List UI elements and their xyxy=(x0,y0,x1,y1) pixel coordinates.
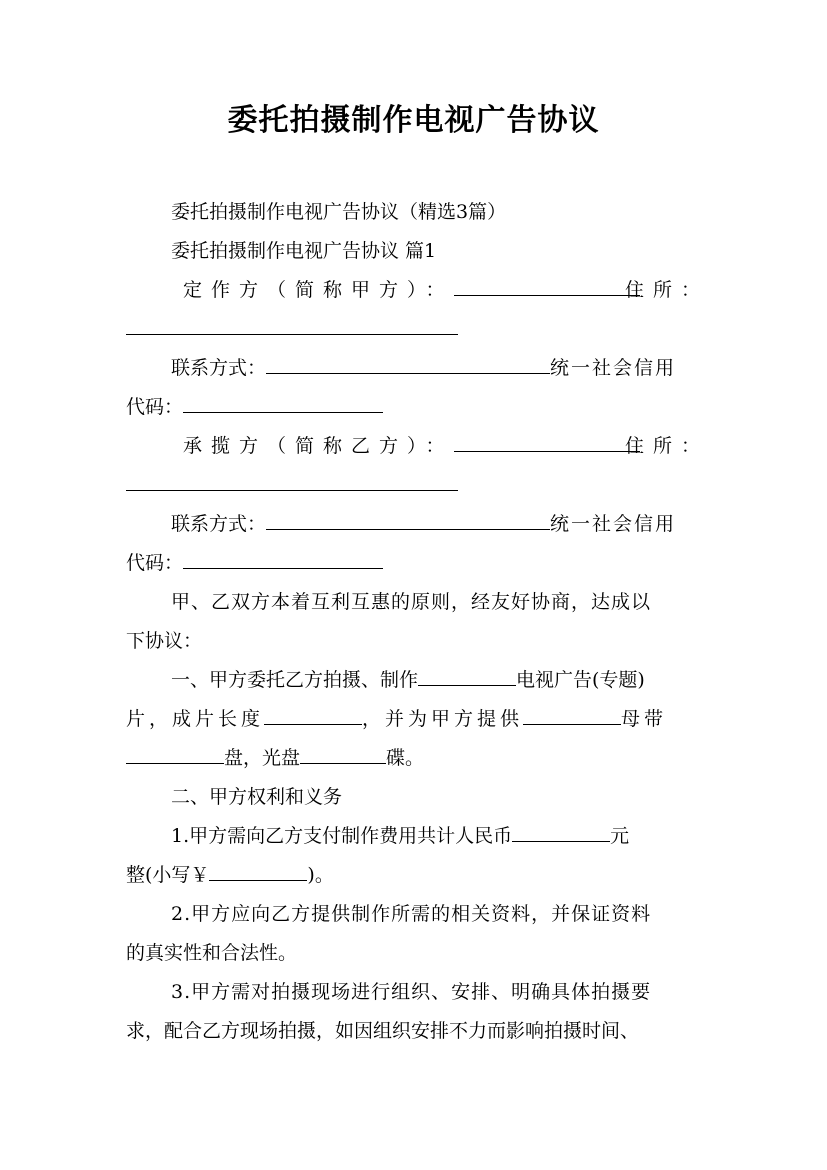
party-a-address-label: 住所： xyxy=(625,279,710,301)
intro-line-2: 下协议： xyxy=(126,630,203,652)
section-2-heading: 二、甲方权利和义务 xyxy=(171,786,343,808)
clause-1-blank-length xyxy=(264,706,362,725)
clause-1-text-d: ，并为甲方提供 xyxy=(362,708,524,730)
party-b-address-label: 住所： xyxy=(625,435,710,457)
party-b-address-line xyxy=(126,472,458,498)
party-b-contact-blank xyxy=(266,511,550,530)
section-heading: 委托拍摄制作电视广告协议 篇1 xyxy=(171,240,437,262)
party-b-contact-line xyxy=(171,511,676,537)
item-2-line-1: 2.甲方应向乙方提供制作所需的相关资料，并保证资料 xyxy=(171,903,652,925)
item-1-blank-amount xyxy=(512,823,610,842)
contact-label: 联系方式： xyxy=(171,357,267,379)
item-1-line-1 xyxy=(171,823,629,849)
intro-line-1: 甲、乙双方本着互利互惠的原则，经友好协商，达成以 xyxy=(171,591,652,613)
clause-1-blank-ad xyxy=(418,667,516,686)
party-a-address-line xyxy=(126,316,458,342)
party-a-code-blank xyxy=(183,394,383,413)
item-1-text-c: 整(小写￥ xyxy=(126,864,210,886)
item-3-line-1: 3.甲方需对拍摄现场进行组织、安排、明确具体拍摄要 xyxy=(171,981,652,1003)
item-1-line-2 xyxy=(126,862,334,888)
clause-1-text-g: 碟。 xyxy=(386,747,425,769)
document-title: 委托拍摄制作电视广告协议 xyxy=(227,103,600,138)
party-b-address-blank xyxy=(126,472,458,491)
item-2-line-2: 的真实性和合法性。 xyxy=(126,942,298,964)
party-b-name-blank xyxy=(454,433,640,452)
party-a-label: 定作方（简称甲方）： xyxy=(183,279,454,301)
credit-code-label: 统一社会信用 xyxy=(550,357,677,379)
party-b-label: 承揽方（简称乙方）： xyxy=(183,435,454,457)
clause-1-text-c: 片，成片长度 xyxy=(126,708,265,730)
clause-1-text-b: 电视广告(专题) xyxy=(516,669,645,691)
party-a-contact-line xyxy=(171,355,676,381)
party-a-name-blank xyxy=(454,277,640,296)
clause-1-blank-discs xyxy=(300,745,386,764)
credit-code-label: 统一社会信用 xyxy=(550,513,677,535)
clause-1-blank-tapes xyxy=(126,745,224,764)
contact-label: 联系方式： xyxy=(171,513,267,535)
clause-1-text-a: 一、甲方委托乙方拍摄、制作 xyxy=(171,669,419,691)
party-a-line xyxy=(183,277,640,303)
party-b-code-blank xyxy=(183,550,383,569)
party-b-code-line xyxy=(126,550,383,576)
item-1-blank-figure xyxy=(209,862,307,881)
party-a-code-line xyxy=(126,394,383,420)
clause-1-text-e: 母带 xyxy=(621,708,668,730)
party-b-line xyxy=(183,433,640,459)
clause-1-line-1 xyxy=(171,667,645,693)
clause-1-blank-master xyxy=(523,706,621,725)
clause-1-line-3 xyxy=(126,745,424,771)
party-a-contact-blank xyxy=(266,355,550,374)
item-3-line-2: 求，配合乙方现场拍摄，如因组织安排不力而影响拍摄时间、 xyxy=(126,1020,640,1042)
party-a-address-blank xyxy=(126,316,458,335)
item-1-text-b: 元 xyxy=(610,825,630,847)
subtitle: 委托拍摄制作电视广告协议（精选3篇） xyxy=(171,201,507,223)
clause-1-text-f: 盘，光盘 xyxy=(224,747,301,769)
clause-1-line-2 xyxy=(126,706,667,732)
item-1-text-d: )。 xyxy=(307,864,334,886)
code-label: 代码： xyxy=(126,396,184,418)
code-label: 代码： xyxy=(126,552,184,574)
item-1-text-a: 1.甲方需向乙方支付制作费用共计人民币 xyxy=(171,825,513,847)
